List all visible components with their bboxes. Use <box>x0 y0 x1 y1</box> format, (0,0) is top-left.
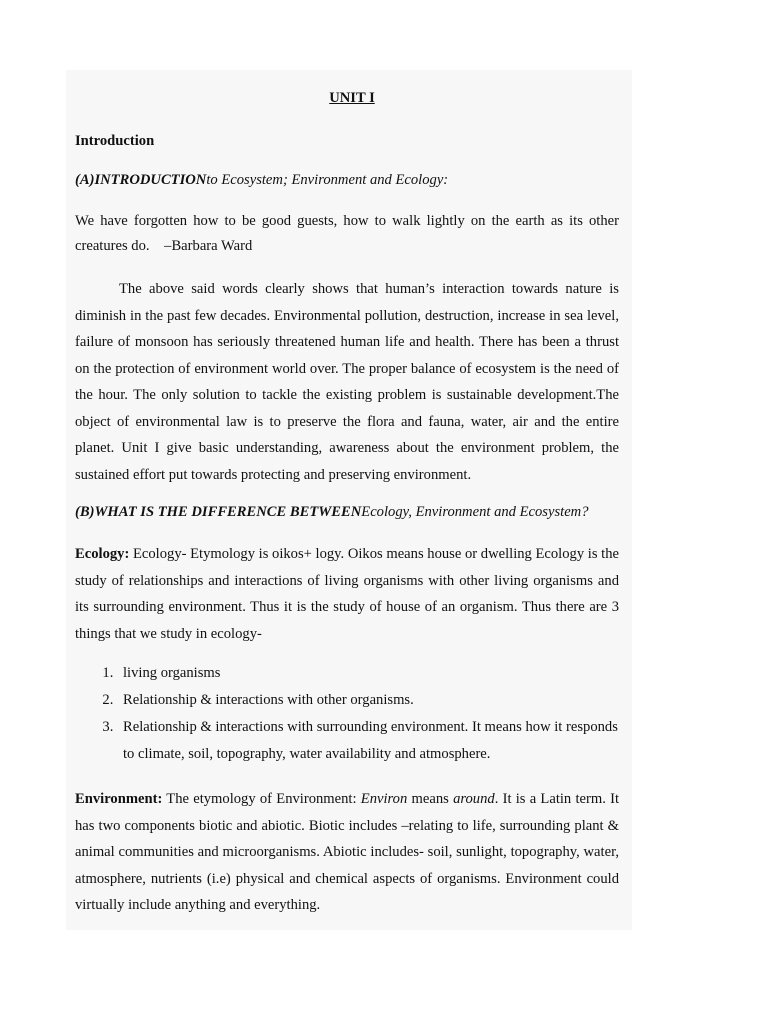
ecology-label: Ecology: <box>75 546 130 562</box>
environment-term-around: around <box>453 791 495 807</box>
unit-title: UNIT I <box>329 90 375 106</box>
subheading-a-bold: (A)INTRODUCTION <box>75 172 207 188</box>
quote-author: –Barbara Ward <box>164 238 253 254</box>
list-item: 2. Relationship & interactions with other organisms. <box>117 687 619 714</box>
subheading-b-rest: Ecology, Environment and Ecosystem? <box>361 504 589 520</box>
ecology-text: Ecology- Etymology is oikos+ logy. Oikos means house or dwelling Ecology is the study of relationships and interactions of living organisms with other living organisms and its surrounding environment. Thus it is the study of house of an organism. Thus there are 3 things that we study in ecology- <box>75 546 619 642</box>
quote <box>75 209 619 259</box>
environment-text-1: The etymology of Environment: <box>166 791 357 807</box>
environment-label: Environment: <box>75 791 163 807</box>
ecology-list <box>75 660 619 768</box>
subheading-b <box>75 502 619 522</box>
paragraph-intro: The above said words clearly shows that human’s interaction towards nature is diminish in the past few decades. Environmental pollution, destruction, increase in sea level, failure of monsoon has seriously threatened human life and health. There has been a thrust on the protection of environment world over. The proper balance of ecosystem is the need of the hour. The only solution to tackle the existing problem is sustainable development.The object of environmental law is to preserve the flora and fauna, water, air and the entire planet. Unit I give basic understanding, awareness about the environment problem, the sustained effort put towards protecting and preserving environment. <box>75 281 619 483</box>
paragraph-ecology <box>75 541 619 647</box>
environment-text-3: . It is a Latin term. It has two components biotic and abiotic. Biotic includes –relating to life, surrounding plant & animal communities and microorganisms. Abiotic includes- soil, sunlight, topography, water, atmosphere, nutrients (i.e) physical and chemical aspects of organisms. Environment could virtually include anything and everything. <box>75 791 620 913</box>
subheading-b-bold: (B)WHAT IS THE DIFFERENCE BETWEEN <box>75 504 362 520</box>
section-heading: Introduction <box>75 133 155 149</box>
list-item: 3. Relationship & interactions with surrounding environment. It means how it responds to climate, soil, topography, water availability and atmosphere. <box>117 714 619 768</box>
document-content <box>75 88 619 932</box>
subheading-a-rest: to Ecosystem; Environment and Ecology: <box>206 172 449 188</box>
quote-text: We have forgotten how to be good guests, how to walk lightly on the earth as its other creatures do. <box>75 213 619 254</box>
subheading-a <box>75 170 619 190</box>
paragraph-environment <box>75 786 619 919</box>
environment-text-2: means <box>411 791 449 807</box>
environment-term-environ: Environ <box>360 791 408 807</box>
list-item: 1. living organisms <box>117 660 619 687</box>
